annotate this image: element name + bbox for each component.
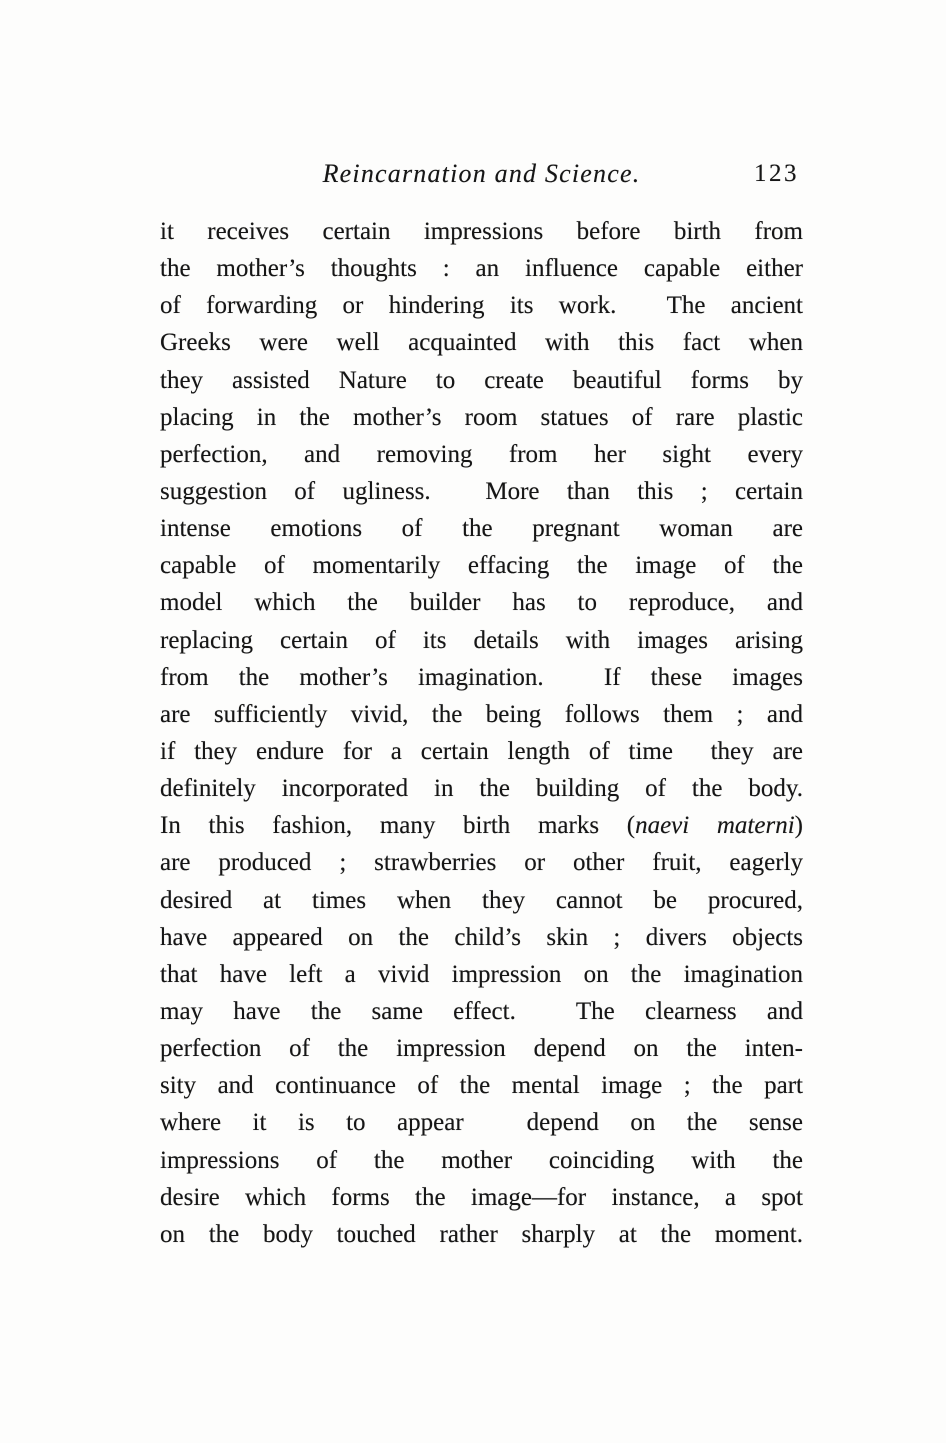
text-line-12 (160, 622, 803, 659)
text-segment: the mother’s thoughts : an influence capable either (160, 255, 803, 283)
text-segment: suggestion of ugliness. More than this ; certain (160, 477, 803, 505)
text-line-28 (160, 1216, 803, 1253)
text-segment: perfection of the impression depend on the inten- (160, 1035, 803, 1063)
text-line-23 (160, 1030, 803, 1067)
text-line-14 (160, 696, 803, 733)
text-line-4 (160, 324, 803, 361)
text-line-22 (160, 993, 803, 1030)
text-segment: capable of momentarily effacing the image of the (160, 552, 803, 580)
text-segment: ) (794, 812, 803, 840)
text-segment: definitely incorporated in the building of the body. (160, 775, 803, 803)
text-segment: Greeks were well acquainted with this fact when (160, 329, 803, 357)
text-line-27 (160, 1179, 803, 1216)
header-title: Reincarnation and Science. (322, 159, 641, 188)
text-segment: they assisted Nature to create beautiful forms by (160, 366, 803, 394)
text-line-5 (160, 362, 803, 399)
text-line-11 (160, 584, 803, 621)
text-segment: where it is to appear depend on the sense (160, 1109, 803, 1137)
text-segment: on the body touched rather sharply at the moment. (160, 1220, 803, 1248)
text-line-7 (160, 436, 803, 473)
text-segment: perfection, and removing from her sight every (160, 440, 803, 468)
text-segment: replacing certain of its details with images arising (160, 626, 803, 654)
text-line-9 (160, 510, 803, 547)
text-line-17 (160, 807, 803, 844)
text-segment: of forwarding or hindering its work. The ancient (160, 292, 803, 320)
text-line-16 (160, 770, 803, 807)
text-line-1 (160, 213, 803, 250)
text-segment: sity and continuance of the mental image ; the part (160, 1072, 803, 1100)
text-segment: In this fashion, many birth marks ( (160, 812, 636, 840)
italic-phrase: naevi materni (635, 812, 795, 840)
text-line-19 (160, 882, 803, 919)
text-segment: intense emotions of the pregnant woman are (160, 515, 803, 543)
text-segment: impressions of the mother coinciding with the (160, 1146, 803, 1174)
text-line-18 (160, 844, 803, 881)
text-line-3 (160, 287, 803, 324)
text-segment: model which the builder has to reproduce, and (160, 589, 803, 617)
text-segment: are sufficiently vivid, the being follows them ; and (160, 700, 803, 728)
text-segment: are produced ; strawberries or other fruit, eagerly (160, 849, 803, 877)
text-line-8 (160, 473, 803, 510)
text-segment: desired at times when they cannot be procured, (160, 886, 803, 914)
text-line-25 (160, 1104, 803, 1141)
text-line-13 (160, 659, 803, 696)
text-segment: that have left a vivid impression on the imagination (160, 960, 803, 988)
text-line-6 (160, 399, 803, 436)
text-segment: desire which forms the image—for instance, a spot (160, 1183, 803, 1211)
text-segment: may have the same effect. The clearness and (160, 997, 803, 1025)
text-line-20 (160, 919, 803, 956)
text-line-24 (160, 1067, 803, 1104)
text-line-26 (160, 1142, 803, 1179)
text-segment: if they endure for a certain length of time they are (160, 737, 803, 765)
text-segment: from the mother’s imagination. If these images (160, 663, 803, 691)
text-line-2 (160, 250, 803, 287)
text-segment: have appeared on the child’s skin ; divers objects (160, 923, 803, 951)
text-line-21 (160, 956, 803, 993)
page-number: 123 (754, 160, 799, 187)
text-segment: placing in the mother’s room statues of rare plastic (160, 403, 803, 431)
page-body (160, 213, 803, 1253)
running-header (160, 154, 803, 194)
text-line-10 (160, 547, 803, 584)
text-segment: it receives certain impressions before birth from (160, 218, 803, 245)
text-line-15 (160, 733, 803, 770)
